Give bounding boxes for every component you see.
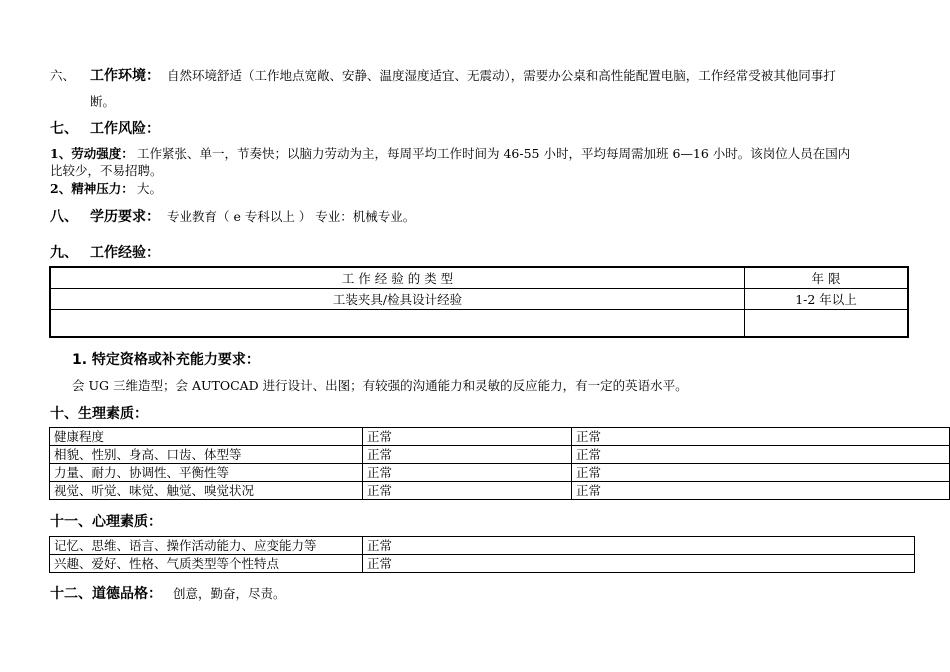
years-cell: 1-2 年以上 — [745, 289, 909, 310]
section-9-title: 工作经验： — [90, 245, 160, 261]
value-cell: 正常 — [572, 482, 950, 500]
section-7-title: 工作风险： — [90, 121, 160, 137]
attribute-cell: 视觉、听觉、味觉、触觉、嗅觉状况 — [50, 482, 363, 500]
table-row — [50, 537, 915, 555]
value-cell: 正常 — [572, 428, 950, 446]
section-6-title: 工作环境： — [90, 68, 160, 84]
table-row — [50, 446, 950, 464]
mental-pressure-label: 2、精神压力： — [50, 181, 134, 196]
table-row — [50, 310, 908, 338]
section-12-title: 十二、道德品格： — [50, 586, 162, 602]
attribute-cell: 健康程度 — [50, 428, 363, 446]
section-7-number: 七、 — [50, 121, 78, 137]
attribute-cell: 记忆、思维、语言、操作活动能力、应变能力等 — [50, 537, 363, 555]
attribute-cell: 力量、耐力、协调性、平衡性等 — [50, 464, 363, 482]
value-cell: 正常 — [363, 464, 572, 482]
value-cell: 正常 — [572, 446, 950, 464]
value-cell: 正常 — [363, 428, 572, 446]
table-row — [50, 428, 950, 446]
experience-type-cell: 工装夹具/检具设计经验 — [50, 289, 745, 310]
labor-intensity-text-cont: 比较少，不易招聘。 — [50, 163, 163, 178]
table-row — [50, 464, 950, 482]
labor-intensity-label: 1、劳动强度： — [50, 146, 134, 161]
section-8-title: 学历要求： — [90, 209, 160, 225]
experience-table — [49, 266, 909, 338]
years-cell — [745, 310, 909, 338]
header-years: 年 限 — [745, 267, 909, 289]
section-8-text: 专业教育（ e 专科以上 ） 专业：机械专业。 — [167, 209, 416, 224]
mental-pressure-text: 大。 — [137, 181, 163, 196]
value-cell: 正常 — [363, 537, 915, 555]
table-row — [50, 482, 950, 500]
section-11-title: 十一、心理素质： — [50, 514, 162, 530]
psychological-table — [49, 536, 915, 573]
qualification-title: 1. 特定资格或补充能力要求： — [72, 352, 260, 368]
section-8-number: 八、 — [50, 209, 78, 225]
section-9-number: 九、 — [50, 245, 78, 261]
labor-intensity-text: 工作紧张、单一，节奏快；以脑力劳动为主，每周平均工作时间为 46-55 小时，平均每周需加班 6—16 小时。该岗位人员在国内 — [137, 146, 851, 161]
value-cell: 正常 — [572, 464, 950, 482]
table-row — [50, 289, 908, 310]
section-6-number: 六、 — [50, 68, 76, 83]
section-6-text: 自然环境舒适（工作地点宽敞、安静、温度湿度适宜、无震动），需要办公桌和高性能配置电脑，工作经常受被其他同事打 — [167, 68, 836, 83]
section-10-title: 十、生理素质： — [50, 406, 148, 422]
value-cell: 正常 — [363, 555, 915, 573]
qualification-text: 会 UG 三维造型；会 AUTOCAD 进行设计、出图；有较强的沟通能力和灵敏的反应能力，有一定的英语水平。 — [72, 378, 688, 393]
table-header-row — [50, 267, 908, 289]
attribute-cell: 兴趣、爱好、性格、气质类型等个性特点 — [50, 555, 363, 573]
header-experience-type: 工 作 经 验 的 类 型 — [50, 267, 745, 289]
section-12-text: 创意，勤奋，尽责。 — [173, 586, 286, 601]
section-6-text-cont: 断。 — [90, 94, 116, 109]
table-row — [50, 555, 915, 573]
physiological-table — [49, 427, 950, 500]
value-cell: 正常 — [363, 482, 572, 500]
value-cell: 正常 — [363, 446, 572, 464]
experience-type-cell — [50, 310, 745, 338]
attribute-cell: 相貌、性别、身高、口齿、体型等 — [50, 446, 363, 464]
